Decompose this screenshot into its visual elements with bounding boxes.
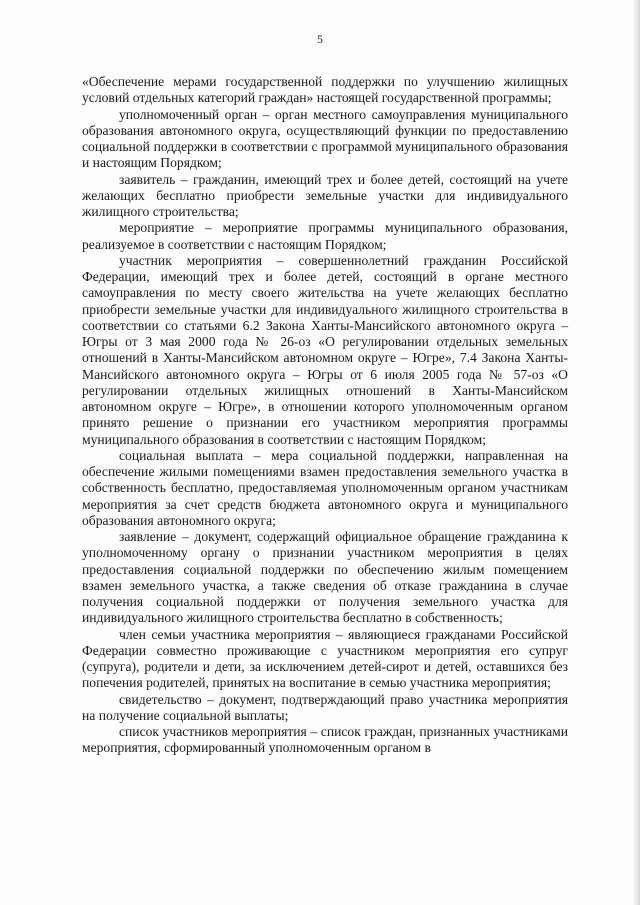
paragraph-measure: мероприятие – мероприятие программы муниципального образования, реализуемое в соответствии с настоящим Порядком; bbox=[82, 220, 568, 252]
page-edge-shadow bbox=[632, 0, 640, 905]
paragraph-authorized-body: уполномоченный орган – орган местного самоуправления муниципального образования автономного округа, осуществляющий функции по предоставлению социальной поддержки в соответствии с программой муниципального образования и настоящим Порядком; bbox=[82, 106, 568, 171]
paragraph-certificate: свидетельство – документ, подтверждающий право участника мероприятия на получение социальной выплаты; bbox=[82, 691, 568, 723]
paragraph-family-member: член семьи участника мероприятия – являющиеся гражданами Российской Федерации совместно проживающие с участником мероприятия его супруг (супруга), родители и дети, за исключением детей-сирот и детей, оставшихся без попечения родителей, принятых на воспитание в семью участника мероприятия; bbox=[82, 626, 568, 691]
paragraph-applicant: заявитель – гражданин, имеющий трех и более детей, состоящий на учете желающих бесплатно приобрести земельные участки для индивидуального жилищного строительства; bbox=[82, 171, 568, 219]
paragraph-program-name: «Обеспечение мерами государственной поддержки по улучшению жилищных условий отдельных категорий граждан» настоящей государственной программы; bbox=[82, 74, 568, 106]
paragraph-application: заявление – документ, содержащий официальное обращение гражданина к уполномоченному органу о признании участником мероприятия в целях предоставления социальной поддержки по обеспечению жилым помещением взамен земельного участка, а также сведения об отказе гражданина в случае получения социальной поддержки от получения земельного участка для индивидуального жилищного строительства бесплатно в собственность; bbox=[82, 529, 568, 626]
paragraph-social-payment: социальная выплата – мера социальной поддержки, направленная на обеспечение жилыми помещениями взамен предоставления земельного участка в собственность бесплатно, предоставляемая уполномоченным органом участникам мероприятия за счет средств бюджета автономного округа и муниципального образования автономного округа; bbox=[82, 447, 568, 528]
page-number: 5 bbox=[317, 34, 323, 46]
paragraph-participant: участник мероприятия – совершеннолетний гражданин Российской Федерации, имеющий трех и более детей, состоящий в органе местного самоуправления по месту своего жительства на учете желающих бесплатно приобрести земельные участки для индивидуального жилищного строительства в соответствии со статьями 6.2 Закона Ханты-Мансийского автономного округа – Югры от 3 мая 2000 года № 26-оз «О регулировании отдельных земельных отношений в Ханты-Мансийском автономном округе – Югре», 7.4 Закона Ханты-Мансийского автономного округа – Югры от 6 июля 2005 года № 57-оз «О регулировании отдельных жилищных отношений в Ханты-Мансийском автономном округе – Югре», в отношении которого уполномоченным органом принято решение о признании его участником мероприятия программы муниципального образования в соответствии с настоящим Порядком; bbox=[82, 252, 568, 447]
paragraph-participant-list: список участников мероприятия – список граждан, признанных участниками мероприятия, сформированный уполномоченным органом в bbox=[82, 724, 568, 756]
document-body bbox=[82, 74, 568, 757]
